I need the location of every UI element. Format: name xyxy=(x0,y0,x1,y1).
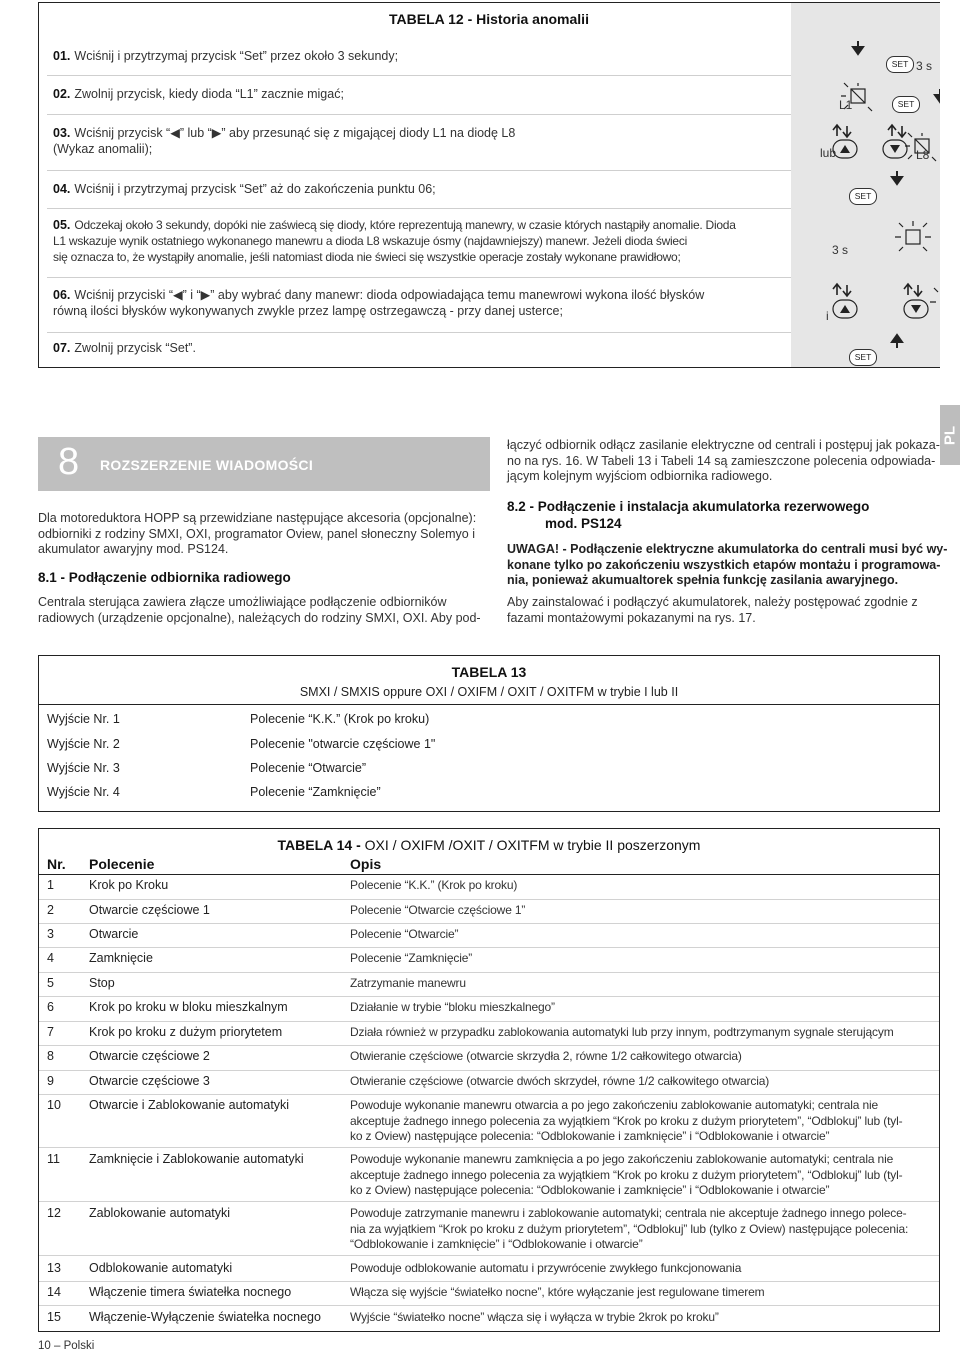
language-tab: PL xyxy=(940,405,960,465)
row-number: 14 xyxy=(47,1285,61,1299)
table-14 xyxy=(38,828,940,1332)
section-8-1-text: Centrala sterująca zawiera złącze umożliwiające podłączenie odbiorników radiowych (urządzenie opcjonalne), należących do rodziny SMXI, OXI. Aby pod- xyxy=(38,595,481,625)
section-8-intro: Dla motoreduktora HOPP są przewidziane następujące akcesoria (opcjonalne): odbiorniki z rodziny SMXI, OXI, programator Oview, panel słoneczny Solemyo i akumulator awaryjny mod. PS124. xyxy=(38,511,477,556)
row-command: Stop xyxy=(89,976,115,990)
row-description: Włącza się wyjście “światełko nocne”, które wyłączanie jest regulowane timerem xyxy=(350,1285,765,1299)
row-command: Otwarcie i Zablokowanie automatyki xyxy=(89,1098,290,1112)
row-command: Włączenie-Wyłączenie światełka nocnego xyxy=(89,1310,321,1324)
row-command: Otwarcie częściowe 1 xyxy=(89,903,210,917)
row-description: Zatrzymanie manewru xyxy=(350,976,466,990)
row-description: Polecenie “Otwarcie częściowe 1” xyxy=(350,903,526,917)
i-label: i xyxy=(826,309,829,323)
row-command: Odblokowanie automatyki xyxy=(89,1261,233,1275)
down-button-icon xyxy=(890,145,900,153)
row-number: 4 xyxy=(47,951,54,965)
row-command: Włączenie timera światełka nocnego xyxy=(89,1285,292,1299)
row-description: Powoduje odblokowanie automatu i przywrócenie zwykłego funkcjonowania xyxy=(350,1261,742,1275)
row-command: Otwarcie częściowe 2 xyxy=(89,1049,210,1063)
duration-label: 3 s xyxy=(832,243,849,257)
section-8-2-title: 8.2 - Podłączenie i instalacja akumulatorka rezerwowego mod. PS124 xyxy=(507,499,870,531)
table-13-subtitle: SMXI / SMXIS oppure OXI / OXIFM / OXIT / OXITFM w trybie I lub II xyxy=(299,685,679,699)
step-03: 03. Wciśnij przycisk “◀” lub “▶” aby przesunąć się z migającej diody L1 na diodę L8 (Wykaz anomalii); xyxy=(53,126,516,156)
row-number: 5 xyxy=(47,976,54,990)
output-label: Wyjście Nr. 3 xyxy=(47,761,120,775)
row-command: Otwarcie częściowe 3 xyxy=(89,1074,210,1088)
row-number: 13 xyxy=(47,1261,61,1275)
output-command: Polecenie "otwarcie częściowe 1" xyxy=(250,737,436,751)
step-07: 07. Zwolnij przycisk “Set”. xyxy=(53,341,196,355)
row-number: 9 xyxy=(47,1074,54,1088)
row-description: Działa również w przypadku zablokowania automatyki lub przy innym, podtrzymanym sygnale sterującym xyxy=(350,1025,894,1039)
table-12 xyxy=(38,2,940,368)
header-nr: Nr. xyxy=(47,856,66,872)
step-05: 05. Odczekaj około 3 sekundy, dopóki nie zaświecą się diody, które reprezentują manewry, w czasie których nastąpiły anomalie. Dioda L1 wskazuje wynik ostatniego wykonanego manewru a dioda L8 wskazuje ósmy (najdawniejszy) manewr. Jeżeli dioda świeci się oznacza to, że wystąpiły anomalie, jeśli natomiast dioda nie świeci się wszystkie operacje zostały wykonane prawidłowo; xyxy=(53,218,736,264)
output-label: Wyjście Nr. 2 xyxy=(47,737,120,751)
row-description: Polecenie “Zamknięcie” xyxy=(350,951,473,965)
step-02: 02. Zwolnij przycisk, kiedy dioda “L1” zacznie migać; xyxy=(53,87,344,101)
output-command: Polecenie “Otwarcie” xyxy=(250,761,367,775)
press-arrow-icon xyxy=(853,41,863,54)
table-13-title: TABELA 13 xyxy=(451,664,527,680)
set-button-icon: SET xyxy=(849,188,877,205)
table-14-title: TABELA 14 - OXI / OXIFM /OXIT / OXITFM w trybie II poszerzonym xyxy=(277,837,701,853)
header-description: Opis xyxy=(350,856,382,872)
row-number: 15 xyxy=(47,1310,61,1324)
row-number: 7 xyxy=(47,1025,54,1039)
output-label: Wyjście Nr. 4 xyxy=(47,785,120,799)
row-description: Powoduje wykonanie manewru otwarcia a po jego zakończeniu zablokowanie automatyki; centrala nie akceptuje żadnego innego polecenia za wyjątkiem “Krok po kroku z dużym priorytetem”, “Odblokuj” lub (tyl- ko z Oview) następujące polecenia: “Odblokowanie i zamknięcie” i “Odblokowanie i otwarcie” xyxy=(350,1098,903,1143)
output-label: Wyjście Nr. 1 xyxy=(47,712,120,726)
duration-label: 3 s xyxy=(916,59,933,73)
output-command: Polecenie “K.K.” (Krok po kroku) xyxy=(250,712,430,726)
row-description: Działanie w trybie “bloku mieszkalnego” xyxy=(350,1000,555,1014)
set-button-icon: SET xyxy=(849,349,877,366)
set-button-icon: SET xyxy=(892,96,920,113)
warning-text: UWAGA! - Podłączenie elektryczne akumulatorka do centrali musi być wy- konane tylko po zakończeniu wszystkich etapów montażu i programowa- nia, ponieważ akumualtorek spełnia funkcję zasilania awaryjnego. xyxy=(507,542,948,587)
step-icons xyxy=(791,3,940,367)
section-8-1-title: 8.1 - Podłączenie odbiornika radiowego xyxy=(38,570,291,585)
lub-label: lub xyxy=(820,146,837,160)
row-description: Powoduje wykonanie manewru zamknięcia a po jego zakończeniu zablokowanie automatyki; centrala nie akceptuje żadnego innego polecenia za wyjątkiem “Krok po kroku z dużym priorytetem”, “Odblokuj” lub (tyl- ko z Oview) następujące polecenia: “Odblokowanie i zamknięcie” i “Odblokowanie i otwarcie” xyxy=(350,1152,903,1197)
row-command: Zamknięcie xyxy=(89,951,153,965)
set-button-icon: SET xyxy=(886,56,914,73)
row-number: 12 xyxy=(47,1206,61,1220)
row-number: 10 xyxy=(47,1098,61,1112)
row-command: Krok po Kroku xyxy=(89,878,169,892)
row-description: Powoduje zatrzymanie manewru i zablokowanie automatyki; centrala nie akceptuje żadnego innego polece- nia za wyjątkiem “Krok po kroku z dużym priorytetem”, “Odblokuj” lub (tylko z Oview) następujące polecenia: “Odblokowanie i zamknięcie” i “Odblokowanie i otwarcie” xyxy=(350,1206,909,1251)
row-command: Zamknięcie i Zablokowanie automatyki xyxy=(89,1152,304,1166)
section-number: 8 xyxy=(58,441,80,483)
section-title: ROZSZERZENIE WIADOMOŚCI xyxy=(100,457,314,473)
row-number: 8 xyxy=(47,1049,54,1063)
up-button-icon xyxy=(840,145,850,153)
row-description: Otwieranie częściowe (otwarcie dwóch skrzydeł, równe 1/2 całkowitego otwarcia) xyxy=(350,1074,770,1088)
output-command: Polecenie “Zamknięcie” xyxy=(250,785,381,799)
row-number: 1 xyxy=(47,878,54,892)
section-8-header xyxy=(38,437,490,491)
row-command: Zablokowanie automatyki xyxy=(89,1206,231,1220)
row-description: Wyjście “światełko nocne” włącza się i wyłącza w trybie 2krok po kroku” xyxy=(350,1310,719,1324)
led-l1-label: L1 xyxy=(839,98,853,112)
row-number: 6 xyxy=(47,1000,54,1014)
row-description: Otwieranie częściowe (otwarcie skrzydła 2, równe 1/2 całkowitego otwarcia) xyxy=(350,1049,742,1063)
row-command: Krok po kroku z dużym priorytetem xyxy=(89,1025,283,1039)
header-command: Polecenie xyxy=(89,856,155,872)
row-description: Polecenie “Otwarcie” xyxy=(350,927,459,941)
row-number: 3 xyxy=(47,927,54,941)
row-number: 2 xyxy=(47,903,54,917)
page-footer: 10 – Polski xyxy=(38,1340,95,1352)
led-l8-label: L8 xyxy=(916,148,930,162)
row-description: Polecenie “K.K.” (Krok po kroku) xyxy=(350,878,518,892)
row-number: 11 xyxy=(47,1152,60,1166)
step-04: 04. Wciśnij i przytrzymaj przycisk “Set” aż do zakończenia punktu 06; xyxy=(53,182,436,196)
table-13 xyxy=(38,655,940,812)
row-command: Otwarcie xyxy=(89,927,139,941)
step-06: 06. Wciśnij przyciski “◀” i “▶” aby wybrać dany manewr: dioda odpowiadająca temu manewrowi wykona ilość błysków równą ilości błysków wykonywanych zwykle przez lampę ostrzegawczą - przy danej usterce; xyxy=(53,288,705,318)
section-8-1-continued: łączyć odbiornik odłącz zasilanie elektryczne od centrali i postępuj jak pokaza- no na rys. 16. W Tabeli 13 i Tabeli 14 są zamieszczone polecenia odpowiada- jącym kolejnym wyjściom odbiornika radiowego. xyxy=(507,438,940,483)
section-8-2-text: Aby zainstalować i podłączyć akumulatorek, należy postępować zgodnie z fazami montażowymi pokazanymi na rys. 17. xyxy=(507,595,918,625)
table-12-title: TABELA 12 - Historia anomalii xyxy=(389,11,589,27)
step-01: 01. Wciśnij i przytrzymaj przycisk “Set” przez około 3 sekundy; xyxy=(53,49,399,63)
row-command: Krok po kroku w bloku mieszkalnym xyxy=(89,1000,288,1014)
